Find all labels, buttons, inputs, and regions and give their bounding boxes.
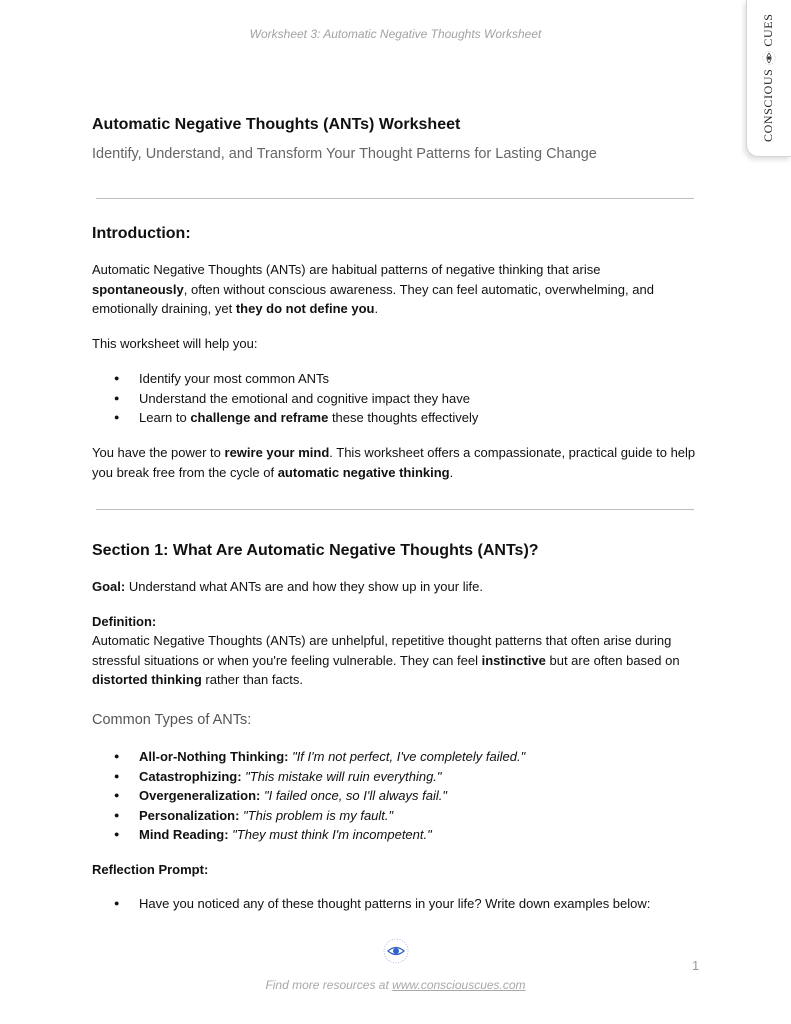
bold-text: distorted thinking: [92, 672, 202, 687]
bold-text: Overgeneralization:: [139, 788, 261, 803]
brand-tab: [746, 0, 791, 157]
eye-icon: [382, 937, 410, 965]
text-run: Have you noticed any of these thought patterns in your life? Write down examples below:: [139, 896, 651, 911]
divider: [96, 198, 694, 199]
bold-text: spontaneously: [92, 281, 184, 297]
intro-paragraph-3: [92, 443, 698, 482]
reflection-label: Reflection Prompt:: [92, 862, 209, 877]
text-run: , often without conscious awareness. They can feel automatic, overwhelming, and emotionally draining, yet: [92, 281, 654, 316]
divider: [96, 509, 694, 510]
section1-goal: [92, 577, 698, 597]
bold-text: Catastrophizing:: [139, 768, 242, 784]
running-header: Worksheet 3: Automatic Negative Thoughts Worksheet: [249, 27, 542, 41]
italic-text: "This problem is my fault.": [239, 807, 394, 823]
text-run: rather than facts.: [201, 672, 303, 687]
text-run: You have the power to: [92, 445, 225, 460]
brand-text-left: CONSCIOUS: [761, 68, 775, 142]
definition-label: Definition:: [92, 614, 157, 629]
reflection-bullet-list: [92, 894, 698, 914]
list-item: [92, 747, 698, 767]
list-item: [92, 767, 698, 787]
bold-text: they do not define you: [235, 301, 375, 316]
ant-types-list: [92, 747, 698, 845]
intro-paragraph-1: [92, 260, 698, 319]
bold-text: rewire your mind: [224, 445, 330, 460]
bold-text: All-or-Nothing Thinking:: [139, 749, 289, 764]
brand-logo: [761, 14, 776, 143]
text-run: Identify your most common ANTs: [139, 371, 330, 386]
italic-text: "If I'm not perfect, I've completely failed.": [288, 749, 526, 764]
italic-text: "This mistake will ruin everything.": [241, 768, 442, 784]
bold-text: automatic negative thinking: [277, 464, 450, 480]
text-run: .: [449, 464, 454, 480]
text-run: Automatic Negative Thoughts (ANTs) are habitual patterns of negative thinking that arise: [92, 262, 601, 277]
text-run: . This worksheet offers a compassionate, practical guide to help you break free from the cycle of: [92, 445, 696, 480]
bold-text: Personalization:: [139, 807, 240, 823]
bold-text: challenge and reframe: [190, 410, 329, 425]
intro-bullet-list: [92, 369, 698, 428]
footer-text: Find more resources at: [265, 978, 393, 992]
text-run: .: [374, 301, 379, 316]
list-item: [92, 786, 698, 806]
list-item: [92, 806, 698, 826]
bold-text: Mind Reading:: [139, 827, 229, 842]
section1-heading: Section 1: What Are Automatic Negative Thoughts (ANTs)?: [92, 542, 539, 559]
list-item: [92, 389, 698, 409]
types-heading: Common Types of ANTs:: [92, 712, 252, 728]
list-item: [92, 894, 698, 914]
italic-text: "They must think I'm incompetent.": [228, 827, 432, 842]
document-subtitle: Identify, Understand, and Transform Your Thought Patterns for Lasting Change: [92, 146, 597, 162]
intro-heading: Introduction:: [92, 225, 191, 242]
text-run: Learn to: [139, 410, 191, 425]
list-item: [92, 408, 698, 428]
bold-text: Goal:: [92, 579, 126, 594]
text-run: Automatic Negative Thoughts (ANTs) are unhelpful, repetitive thought patterns that often arise during stressful situations or when you're feeling vulnerable. They can feel: [92, 633, 672, 668]
page-number: 1: [692, 958, 700, 973]
text-run: but are often based on: [545, 652, 680, 668]
eye-icon: [762, 51, 776, 65]
document-title: Automatic Negative Thoughts (ANTs) Worksheet: [92, 116, 461, 133]
italic-text: "I failed once, so I'll always fail.": [260, 788, 447, 803]
list-item: [92, 825, 698, 845]
intro-paragraph-2: This worksheet will help you:: [92, 336, 258, 351]
footer: [0, 978, 791, 992]
text-run: Understand the emotional and cognitive impact they have: [139, 390, 470, 406]
footer-link[interactable]: www.consciouscues.com: [392, 978, 526, 992]
text-run: these thoughts effectively: [328, 410, 479, 425]
brand-text-right: CUES: [761, 13, 775, 47]
text-run: Understand what ANTs are and how they show up in your life.: [125, 579, 483, 594]
list-item: [92, 369, 698, 389]
bold-text: instinctive: [481, 652, 546, 668]
definition-text: [92, 631, 698, 690]
